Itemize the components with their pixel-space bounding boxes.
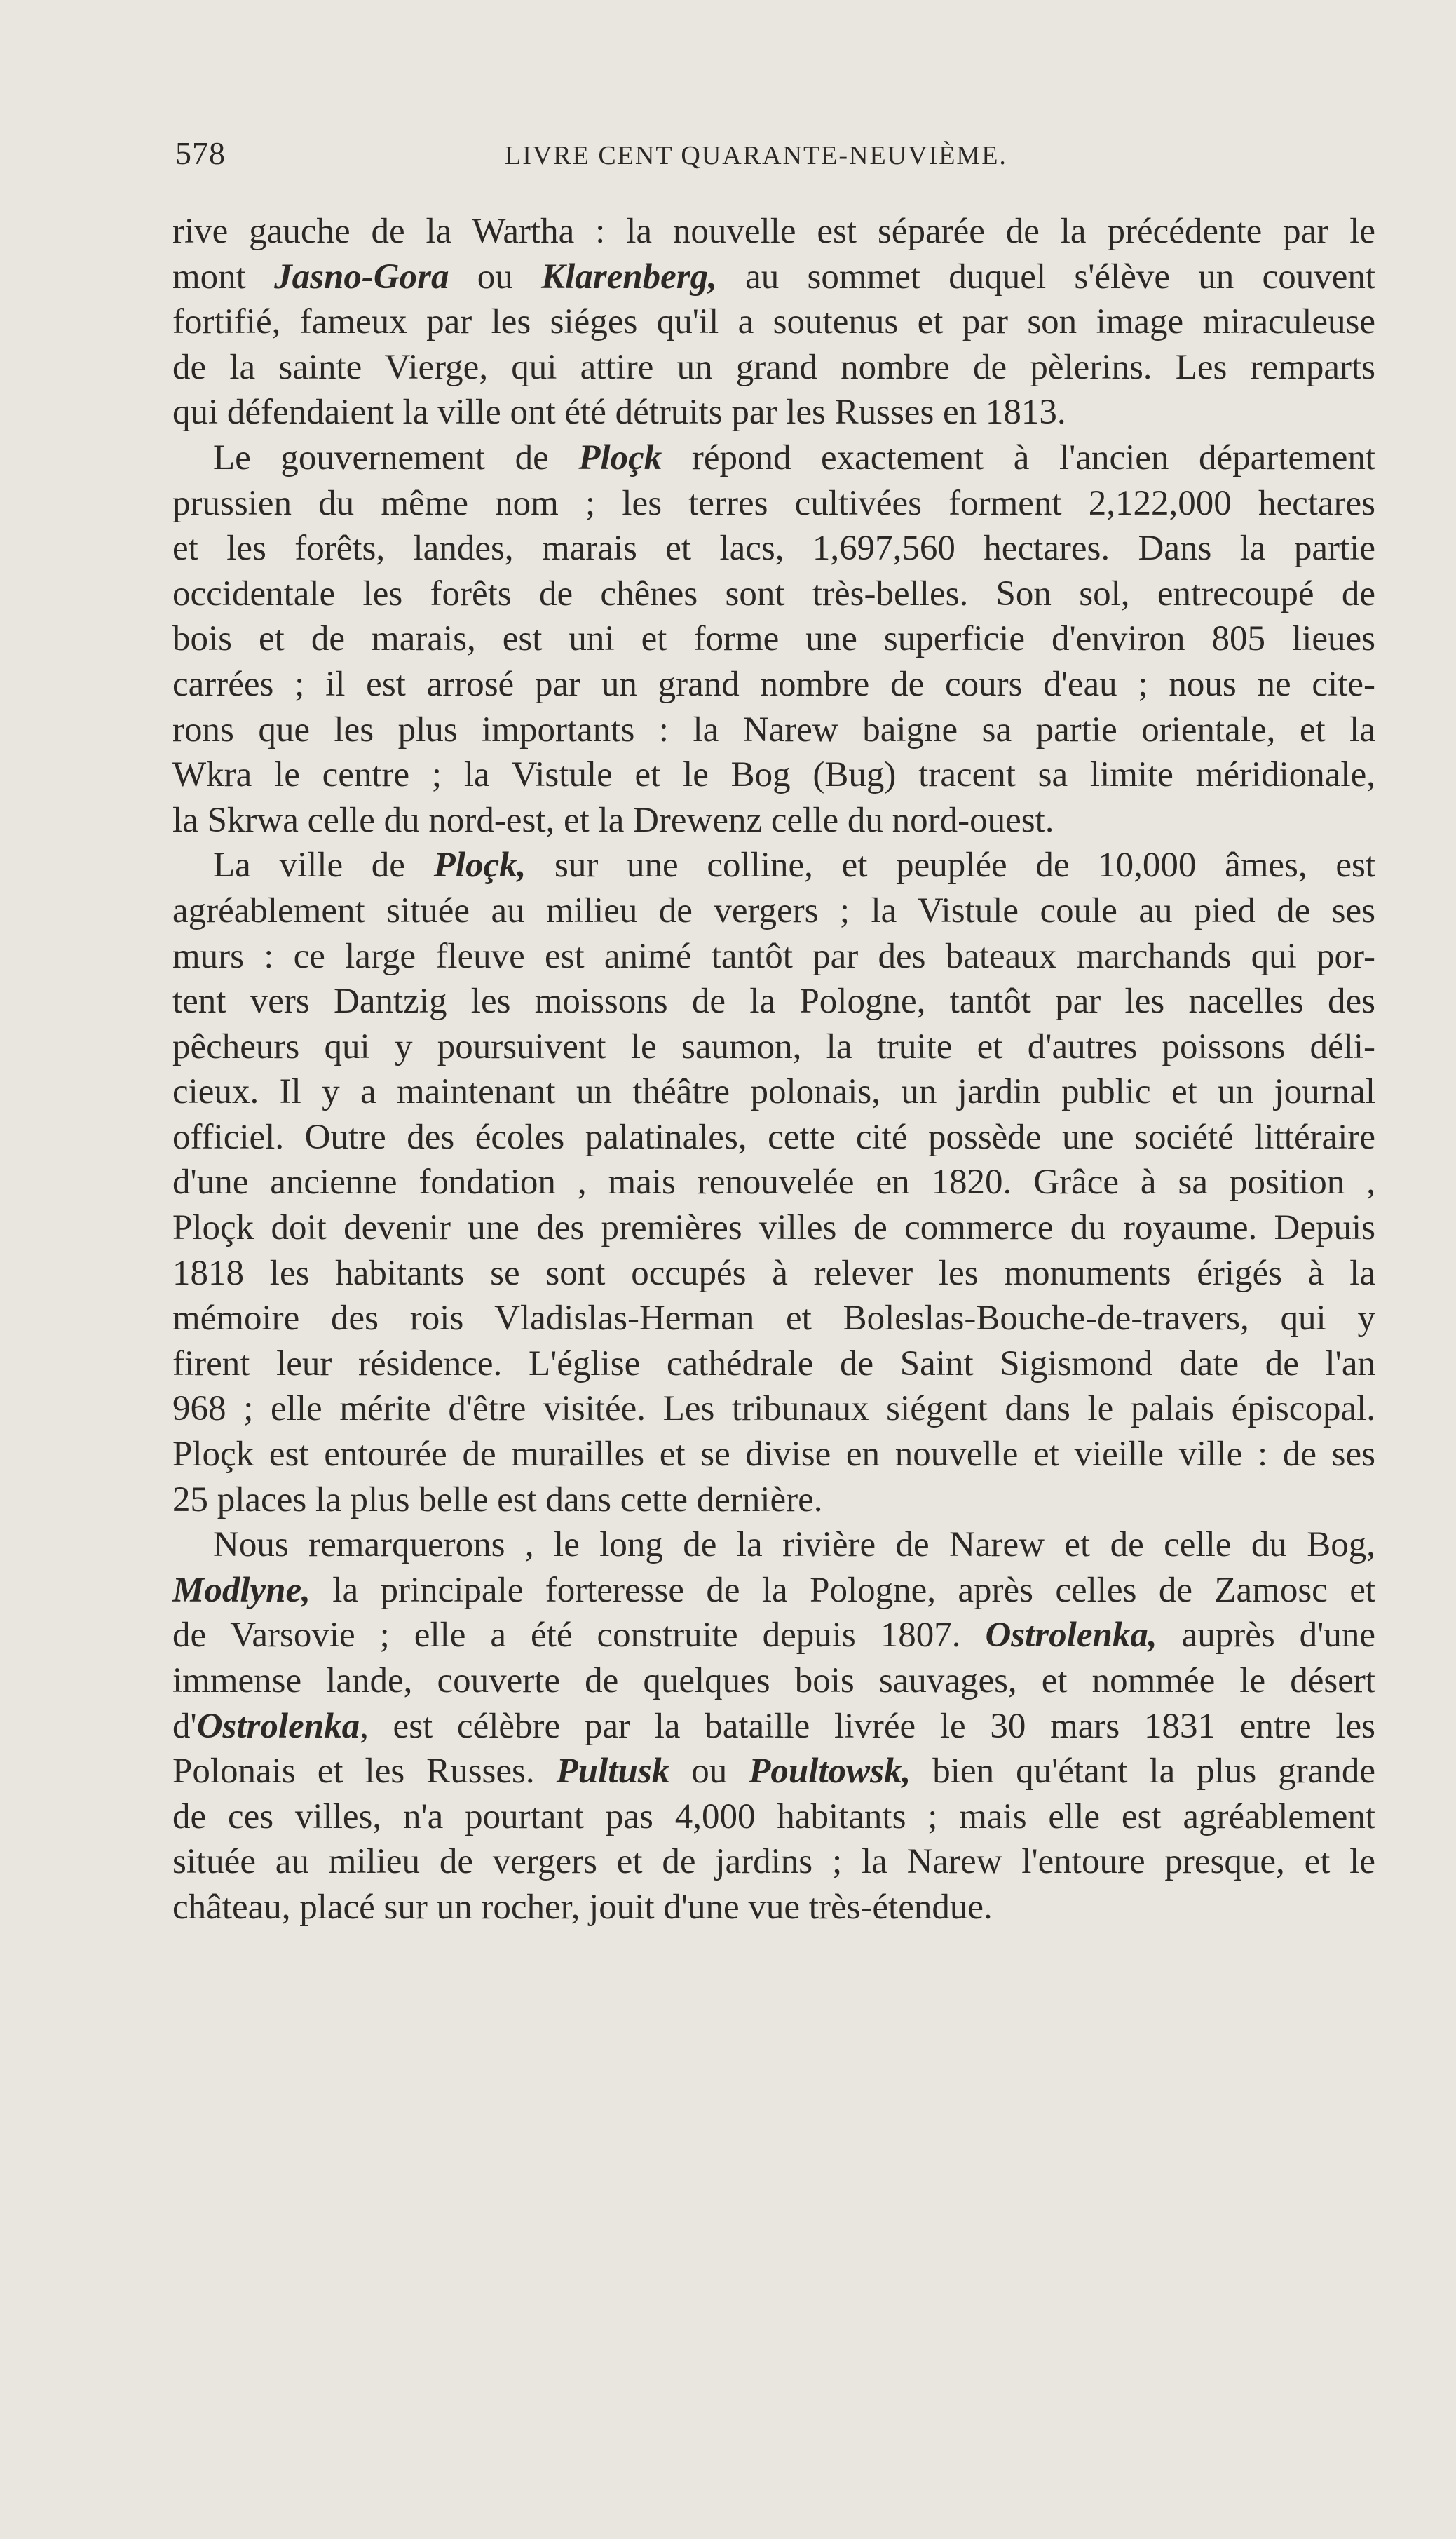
text-line <box>172 1296 1375 1341</box>
text-line <box>172 390 1375 435</box>
text-line <box>172 481 1375 527</box>
text-segment: agréablement située au milieu de vergers ; la Vistule coule au pied de ses <box>172 891 1375 930</box>
text-segment: immense lande, couverte de quelques bois sauvages, et nommée le désert <box>172 1661 1375 1700</box>
text-segment: Wkra le centre ; la Vistule et le Bog (Bug) tracent sa limite méridionale, <box>172 755 1375 795</box>
text-line <box>172 1251 1375 1296</box>
text-segment: auprès d'une <box>1157 1616 1375 1656</box>
text-line <box>172 1568 1375 1613</box>
text-segment: Ploçk est entourée de murailles et se divise en nouvelle et vieille ville : de ses <box>172 1435 1375 1475</box>
text-line <box>172 1341 1375 1387</box>
text-segment: la principale forteresse de la Pologne, après celles de Zamosc et <box>310 1570 1375 1610</box>
text-segment: d'une ancienne fondation , mais renouvelée en 1820. Grâce à sa position , <box>172 1163 1375 1203</box>
text-segment: pêcheurs qui y poursuivent le saumon, la truite et d'autres poissons déli- <box>172 1027 1375 1067</box>
text-segment: la Skrwa celle du nord-est, et la Drewenz celle du nord-ouest. <box>172 800 1054 840</box>
text-segment: de la sainte Vierge, qui attire un grand nombre de pèlerins. Les remparts <box>172 347 1375 387</box>
text-line <box>172 1749 1375 1794</box>
text-segment: mont <box>172 257 275 297</box>
text-line <box>172 1794 1375 1840</box>
text-segment: ou <box>669 1752 749 1792</box>
italic-place-name: Jasno-Gora <box>274 257 449 297</box>
italic-place-name: Pultusk <box>556 1752 670 1792</box>
text-segment: mémoire des rois Vladislas-Herman et Boleslas-Bouche-de-travers, qui y <box>172 1299 1375 1339</box>
text-line <box>172 526 1375 571</box>
text-segment: 25 places la plus belle est dans cette dernière. <box>172 1480 823 1519</box>
text-line <box>172 979 1375 1024</box>
text-segment: sur une colline, et peuplée de 10,000 âmes, est <box>526 846 1375 886</box>
text-line <box>172 934 1375 980</box>
text-segment: au sommet duquel s'élève un couvent <box>716 257 1376 297</box>
italic-place-name: Ploçk <box>578 438 662 478</box>
text-line <box>172 1839 1375 1885</box>
text-line <box>172 843 1375 888</box>
italic-place-name: Ostrolenka, <box>985 1616 1157 1656</box>
text-line <box>172 299 1375 345</box>
text-segment: Ploçk doit devenir une des premières villes de commerce du royaume. Depuis <box>172 1208 1375 1248</box>
text-line <box>172 1522 1375 1568</box>
text-segment: tent vers Dantzig les moissons de la Pologne, tantôt par les nacelles des <box>172 982 1375 1022</box>
text-segment: 1818 les habitants se sont occupés à relever les monuments érigés à la <box>172 1253 1375 1293</box>
italic-place-name: Klarenberg, <box>541 257 717 297</box>
text-line <box>172 752 1375 798</box>
text-segment: La ville de <box>213 846 434 886</box>
text-line <box>172 1704 1375 1749</box>
text-line <box>172 798 1375 844</box>
text-segment: cieux. Il y a maintenant un théâtre polonais, un jardin public et un journal <box>172 1072 1375 1112</box>
text-segment: bois et de marais, est uni et forme une superficie d'environ 805 lieues <box>172 619 1375 659</box>
text-line <box>172 1432 1375 1477</box>
italic-place-name: Poultowsk, <box>749 1752 911 1792</box>
page-number: 578 <box>175 135 226 171</box>
text-segment: rive gauche de la Wartha : la nouvelle est séparée de la précédente par le <box>172 212 1375 251</box>
text-segment: répond exactement à l'ancien département <box>662 438 1375 478</box>
text-segment: occidentale les forêts de chênes sont très-belles. Son sol, entrecoupé de <box>172 574 1375 614</box>
text-segment: Nous remarquerons , le long de la rivière de Narew et de celle du Bog, <box>213 1525 1375 1565</box>
text-line <box>172 1069 1375 1115</box>
text-segment: Le gouvernement de <box>213 438 579 478</box>
text-segment: rons que les plus importants : la Narew baigne sa partie orientale, et la <box>172 710 1375 750</box>
italic-place-name: Modlyne, <box>172 1570 311 1610</box>
italic-place-name: Ploçk, <box>433 846 526 886</box>
text-segment: murs : ce large fleuve est animé tantôt par des bateaux marchands qui por- <box>172 936 1375 976</box>
text-line <box>172 1386 1375 1432</box>
text-line <box>172 1477 1375 1523</box>
text-segment: qui défendaient la ville ont été détruits par les Russes en 1813. <box>172 393 1066 433</box>
text-segment: bien qu'étant la plus grande <box>911 1752 1376 1792</box>
text-line <box>172 1885 1375 1930</box>
text-segment: d' <box>172 1706 197 1746</box>
text-segment: 968 ; elle mérite d'être visitée. Les tribunaux siégent dans le palais épiscopal. <box>172 1389 1375 1429</box>
text-segment: de Varsovie ; elle a été construite depuis 1807. <box>172 1616 986 1656</box>
text-line <box>172 1658 1375 1704</box>
text-line <box>172 209 1375 255</box>
text-line <box>172 616 1375 662</box>
text-line <box>172 435 1375 481</box>
text-line <box>172 571 1375 617</box>
text-line <box>172 888 1375 934</box>
italic-place-name: Ostrolenka <box>196 1706 360 1746</box>
text-segment: fortifié, fameux par les siéges qu'il a soutenus et par son image miraculeuse <box>172 302 1375 342</box>
text-line <box>172 1205 1375 1251</box>
text-line <box>172 1115 1375 1160</box>
text-segment: château, placé sur un rocher, jouit d'une vue très-étendue. <box>172 1887 993 1927</box>
text-line <box>172 255 1375 300</box>
text-segment: firent leur résidence. L'église cathédrale de Saint Sigismond date de l'an <box>172 1343 1375 1383</box>
text-segment: et les forêts, landes, marais et lacs, 1,697,560 hectares. Dans la partie <box>172 529 1375 569</box>
text-segment: officiel. Outre des écoles palatinales, cette cité possède une société littéraire <box>172 1117 1375 1157</box>
text-segment: prussien du même nom ; les terres cultivées forment 2,122,000 hectares <box>172 483 1375 523</box>
text-line <box>172 1024 1375 1070</box>
text-segment: , est célèbre par la bataille livrée le 30 mars 1831 entre les <box>360 1706 1375 1746</box>
text-segment: de ces villes, n'a pourtant pas 4,000 habitants ; mais elle est agréablement <box>172 1796 1375 1836</box>
text-segment: ou <box>449 257 542 297</box>
text-segment: située au milieu de vergers et de jardins ; la Narew l'entoure presque, et le <box>172 1842 1375 1882</box>
text-line <box>172 1160 1375 1205</box>
page-header <box>175 135 1374 184</box>
body-text <box>172 209 1375 1930</box>
text-segment: carrées ; il est arrosé par un grand nombre de cours d'eau ; nous ne cite- <box>172 664 1375 704</box>
text-line <box>172 662 1375 707</box>
running-head: LIVRE CENT QUARANTE-NEUVIÈME. <box>505 141 1007 170</box>
text-line <box>172 345 1375 391</box>
text-line <box>172 1613 1375 1658</box>
text-line <box>172 707 1375 753</box>
text-segment: Polonais et les Russes. <box>172 1752 557 1792</box>
